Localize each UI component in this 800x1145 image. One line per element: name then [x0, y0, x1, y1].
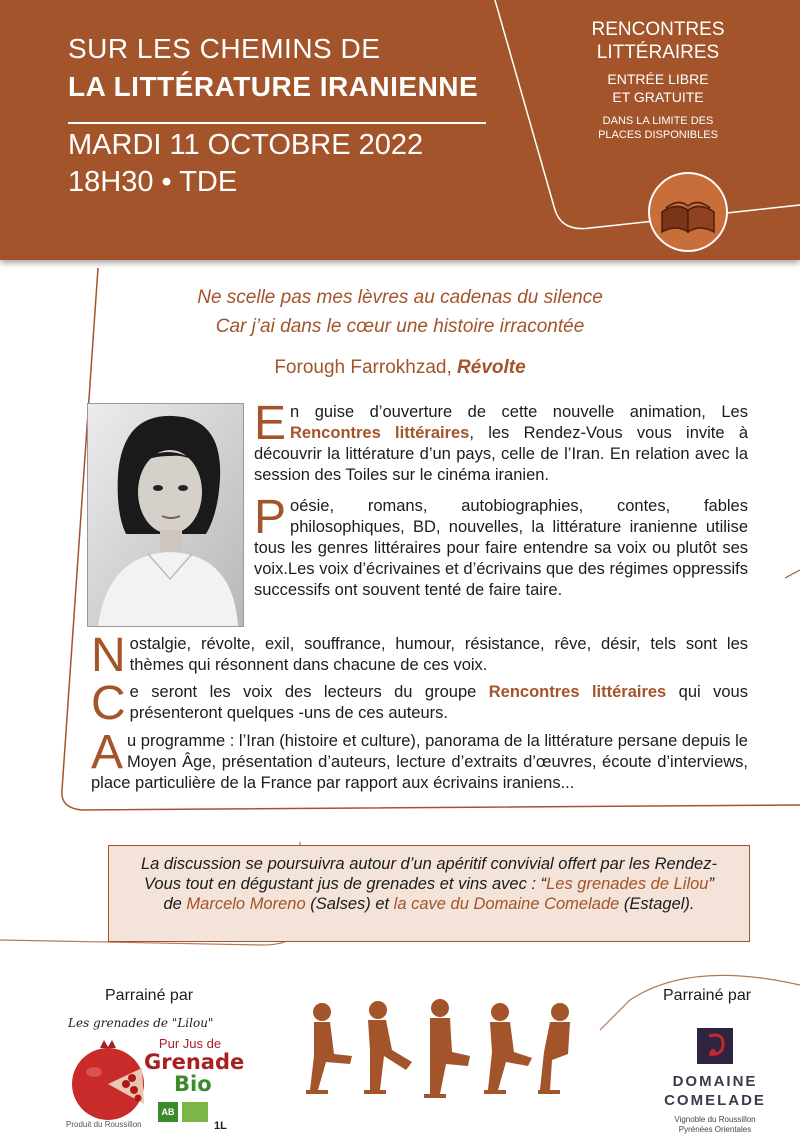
rencontres-line-1: RENCONTRES — [591, 19, 725, 40]
paragraph-2-text: oésie, romans, autobiographies, contes, fables philosophiques, BD, nouvelles, la littérature iranienne utilise tous les genres littéraires pour faire entendre sa voix ou plutôt ses voix.Les voix d’écrivaines et d’écrivains que des régimes oppressifs successifs ont souvent tenté de faire taire. — [254, 497, 748, 599]
limite-line-1: DANS LA LIMITE DES — [602, 115, 714, 127]
author-name: Forough Farrokhzad, — [274, 357, 458, 378]
comelade-name-1: DOMAINE — [672, 1073, 758, 1090]
drop-cap-c: C — [91, 677, 126, 730]
header-banner — [0, 0, 800, 260]
paragraph-1-highlight: Rencontres littéraires — [290, 424, 470, 442]
lilou-logo-title: Les grenades de "Lilou" — [68, 1016, 214, 1030]
paragraph-4-text-a: e seront les voix des lecteurs du groupe — [129, 683, 489, 701]
title-rule — [68, 122, 486, 124]
callout-link-grenades: Les grenades de Lilou — [546, 875, 709, 893]
paragraph-5-text: u programme : l’Iran (histoire et culture), panorama de la littérature persane depuis le Moyen Âge, présentation d’auteurs, lecture d’extraits d’œuvres, écoute d’interviews, place particulière de la France par rapport aux écrivains iraniens... — [91, 732, 748, 792]
paragraph-4-highlight: Rencontres littéraires — [488, 683, 667, 701]
event-time: 18H30 • TDE — [68, 166, 238, 198]
paragraph-4-text-b: qui vous présenteront quelques -uns de ces auteurs. — [129, 683, 748, 722]
callout-text-b: ” de — [163, 875, 714, 913]
sponsor-label-left: Parrainé par — [105, 987, 194, 1004]
eu-organic-leaf-icon — [182, 1102, 208, 1122]
paragraph-4 — [91, 677, 748, 730]
callout-link-moreno: Marcelo Moreno — [186, 895, 306, 913]
comelade-name-2: COMELADE — [664, 1092, 766, 1109]
comelade-tagline-2: Pyrénées Orientales — [678, 1125, 752, 1134]
author-work: Révolte — [457, 357, 526, 378]
lilou-logo-grenade: Grenade — [144, 1050, 245, 1074]
sponsor-label-right: Parrainé par — [663, 987, 752, 1004]
paragraph-1-text-a: n guise d’ouverture de cette nouvelle animation, Les — [290, 403, 748, 421]
callout-text-d: (Estagel). — [619, 895, 695, 913]
entree-line-1: ENTRÉE LIBRE — [607, 71, 709, 87]
lilou-logo-bio: Bio — [174, 1072, 212, 1096]
ab-label-icon: AB — [158, 1102, 178, 1122]
domaine-comelade-logo — [655, 1025, 775, 1140]
paragraph-5 — [91, 726, 748, 794]
aperitif-callout — [108, 845, 750, 942]
entree-line-2: ET GRATUITE — [612, 89, 704, 105]
rencontres-box — [548, 18, 768, 142]
paragraph-1-text-b: , les Rendez-Vous vous invite à découvrir la littérature d’un pays, celle de l’Iran. En relation avec la session des Toiles sur le cinéma iranien. — [254, 424, 748, 484]
event-date: MARDI 11 OCTOBRE 2022 — [68, 129, 424, 161]
callout-link-comelade: la cave du Domaine Comelade — [393, 895, 620, 913]
limite-line-2: PLACES DISPONIBLES — [598, 129, 718, 141]
drop-cap-n: N — [91, 629, 126, 682]
paragraph-1 — [254, 397, 748, 486]
author-portrait-photo — [87, 403, 244, 627]
callout-text-a: La discussion se poursuivra autour d’un apéritif convivial offert par les Rendez-Vous tout en dégustant jus de grenades et vins avec : “ — [141, 855, 717, 893]
drop-cap-e: E — [254, 397, 287, 450]
paragraph-2 — [254, 491, 748, 601]
quote-line-2: Car j’ai dans le cœur une histoire irracontée — [215, 316, 585, 337]
title-line-2: LA LITTÉRATURE IRANIENNE — [68, 71, 479, 102]
paragraph-3-text: ostalgie, révolte, exil, souffrance, humour, résistance, rêve, désir, tels sont les thèmes qui résonnent dans chacune de ces voix. — [129, 635, 748, 674]
rencontres-line-2: LITTÉRAIRES — [596, 42, 720, 63]
lilou-logo-produit: Produit du Roussillon — [66, 1120, 142, 1129]
drop-cap-p: P — [254, 491, 287, 544]
open-book-icon — [648, 172, 728, 252]
title-line-1: SUR LES CHEMINS DE — [68, 33, 381, 64]
quote-line-1: Ne scelle pas mes lèvres au cadenas du silence — [197, 287, 603, 308]
quote-author — [60, 357, 740, 379]
comelade-emblem-icon — [697, 1028, 733, 1064]
grenades-lilou-logo — [62, 1016, 245, 1138]
seated-people-icon — [300, 990, 590, 1102]
lilou-logo-pur: Pur Jus de — [158, 1036, 222, 1051]
drop-cap-a: A — [91, 726, 124, 779]
pomegranate-icon — [64, 1038, 156, 1122]
paragraph-3 — [91, 629, 748, 682]
comelade-tagline-1: Vignoble du Roussillon — [674, 1115, 756, 1124]
lilou-logo-volume: 1L — [214, 1120, 227, 1132]
comelade-tagline — [655, 1115, 775, 1135]
callout-text-c: (Salses) et — [305, 895, 394, 913]
